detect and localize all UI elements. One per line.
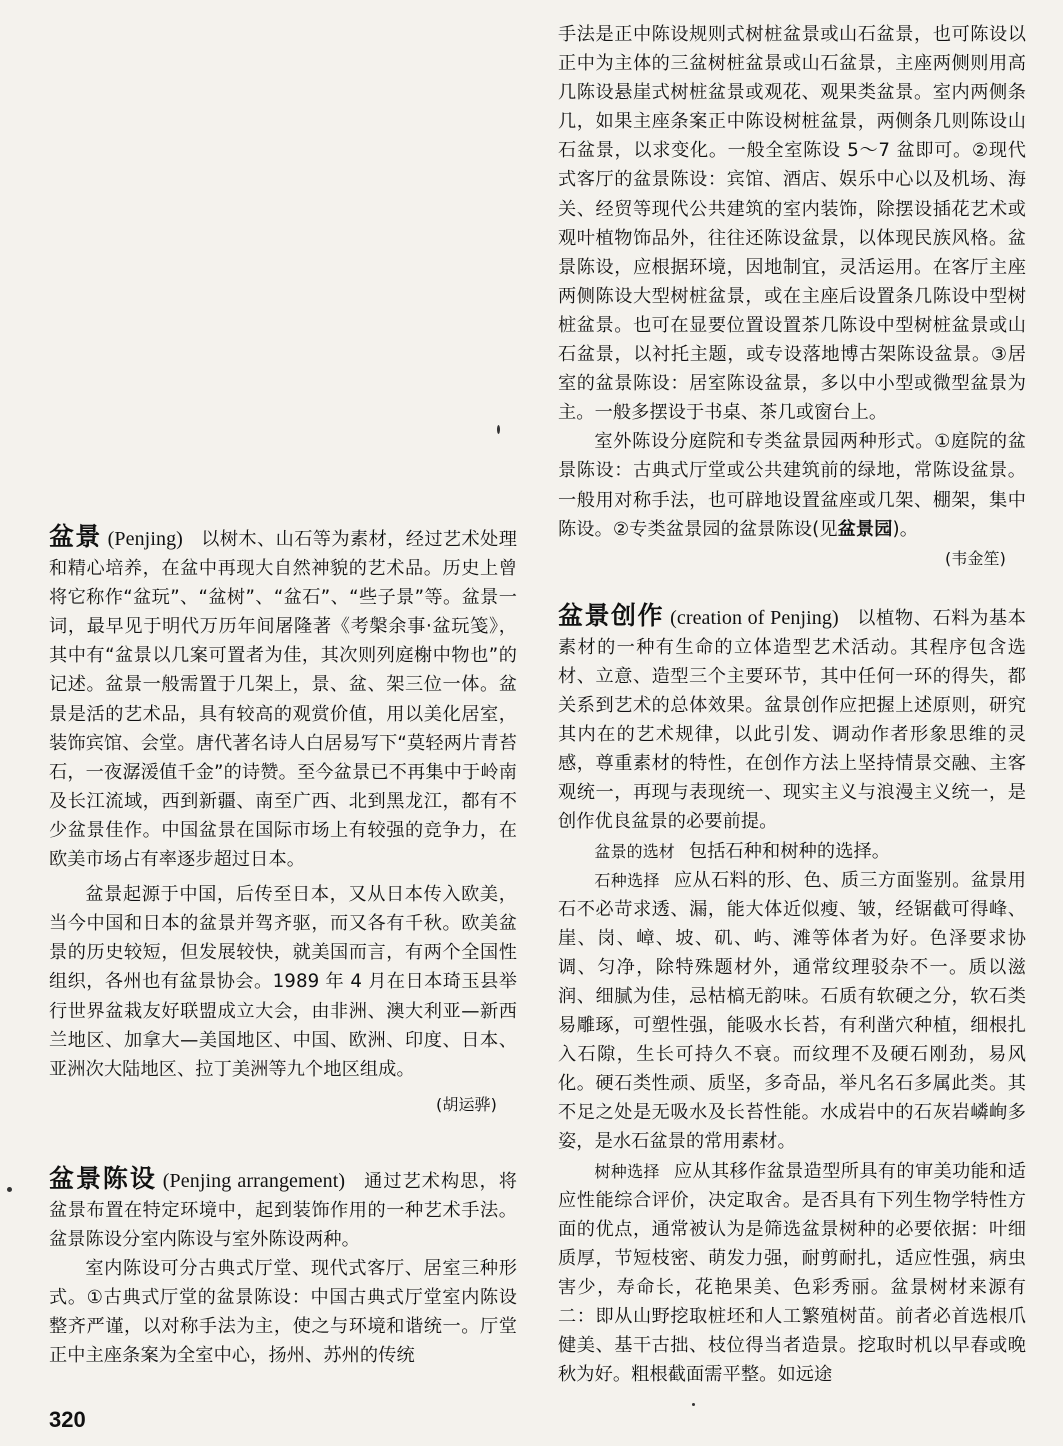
right-top-margin [558, 0, 1026, 20]
stone-selection-paragraph [558, 866, 1026, 1157]
creation-entry [558, 601, 1026, 837]
arrangement-continuation: 手法是正中陈设规则式树桩盆景或山石盆景，也可陈设以正中为主体的三盆树桩盆景或山石盆景，主座两侧则用高几陈设悬崖式树桩盆景或观花、观果类盆景。室内两侧条几，如果主座条案正中陈设树桩盆景，两侧条几则陈设山石盆景，以求变化。一般全室陈设 5～7 盆即可。②现代式客厅的盆景陈设：宾馆、酒店、娱乐中心以及机场、海关、经贸等现代公共建筑的室内装饰，除摆设插花艺术或观叶植物饰品外，往往还陈设盆景，以体现民族风格。盆景陈设，应根据环境，因地制宜，灵活运用。在客厅主座两侧陈设大型树桩盆景，或在主座后设置条几陈设中型树桩盆景。也可在显要位置设置茶几陈设中型树桩盆景或山石盆景，以衬托主题，或专设落地博古架陈设盆景。③居室的盆景陈设：居室陈设盆景，多以中小型或微型盆景为主。一般多摆设于书桌、茶几或窗台上。 [558, 24, 1026, 424]
tree-selection-label: 树种选择 [594, 1161, 660, 1181]
scan-speck [7, 1187, 12, 1192]
arrangement-outdoor-paragraph [558, 427, 1026, 543]
creation-headword: 盆景创作 [558, 600, 665, 630]
arrangement-english-term: (Penjing arrangement) [162, 1169, 346, 1192]
penjing-entry [49, 522, 517, 874]
entry-spacer [558, 573, 1026, 601]
selection-label: 盆景的选材 [594, 841, 675, 861]
creation-paragraph-1: 以植物、石料为基本素材的一种有生命的立体造型艺术活动。其程序包含选材、立意、造型三个主要环节，其中任何一环的得失，都关系到艺术的总体效果。盆景创作应把握上述原则，研究其内在的艺术规律，以此引发、调动作者形象思维的灵感，尊重素材的特性，在创作方法上坚持情景交融、主客观统一，再现与表现统一、现实主义与浪漫主义统一，是创作优良盆景的必要前提。 [558, 607, 1026, 833]
cross-reference-penjing-garden: 盆景园 [837, 518, 893, 540]
blank-top-area [49, 0, 517, 522]
stone-selection-text: 应从石料的形、色、质三方面鉴别。盆景用石不必苛求透、漏，能大体近似瘦、皱，经锯截可得峰、崖、岗、嶂、坡、矶、屿、滩等体者为好。色泽要求协调、匀净，除特殊题材外，通常纹理驳杂不一。质以滋润、细腻为佳，忌枯槁无韵味。石质有软硬之分，软石类易雕琢，可塑性强，能吸水长苔，有利凿穴种植，细根扎入石隙，生长可持久不衰。而纹理不及硬石刚劲，易风化。硬石类性顽、质坚，多奇品，举凡名石多属此类。其不足之处是无吸水及长苔性能。水成岩中的石灰岩嶙峋多姿，是水石盆景的常用素材。 [558, 869, 1026, 1153]
penjing-english-term: (Penjing) [107, 528, 183, 550]
arrangement-entry [49, 1164, 517, 1254]
outdoor-text-before: 室外陈设分庭院和专类盆景园两种形式。①庭院的盆景陈设：古典式厅堂或公共建筑前的绿地，常陈设盆景。一般用对称手法，也可辟地设置盆座或几架、棚架，集中陈设。②专类盆景园的盆景陈设(见 [558, 431, 1026, 540]
creation-english-term: (creation of Penjing) [670, 606, 839, 629]
left-column [49, 0, 517, 1371]
page-number: 320 [49, 1407, 86, 1432]
arrangement-author: (韦金笙) [945, 548, 1006, 568]
outdoor-text-after: )。 [892, 518, 918, 540]
selection-paragraph [558, 837, 1026, 866]
scan-speck [692, 1403, 695, 1406]
selection-text: 包括石种和树种的选择。 [688, 840, 891, 862]
penjing-author: (胡运骅) [436, 1094, 497, 1114]
stone-selection-label: 石种选择 [594, 870, 660, 890]
arrangement-paragraph-1: 通过艺术构思，将盆景布置在特定环境中，起到装饰作用的一种艺术手法。盆景陈设分室内陈设与室外陈设两种。 [49, 1170, 517, 1251]
tree-selection-paragraph [558, 1157, 1026, 1390]
penjing-headword: 盆景 [49, 522, 102, 551]
entry-spacer [49, 1119, 517, 1164]
arrangement-headword: 盆景陈设 [49, 1163, 157, 1193]
penjing-paragraph-1: 以树木、山石等为素材，经过艺术处理和精心培养，在盆中再现大自然神貌的艺术品。历史上曾将它称作“盆玩”、“盆树”、“盆石”、“些子景”等。盆景一词，最早见于明代万历年间屠隆著《考槃余事·盆玩笺》，其中有“盆景以几案可置者为佳，其次则列庭榭中物也”的记述。盆景一般需置于几架上，景、盆、架三位一体。盆景是活的艺术品，具有较高的观赏价值，用以美化居室，装饰宾馆、会堂。唐代著名诗人白居易写下“莫轻两片青苔石，一夜潺湲值千金”的诗赞。至今盆景已不再集中于岭南及长江流域，西到新疆、南至广西、北到黑龙江，都有不少盆景佳作。中国盆景在国际市场上有较强的竞争力，在欧美市场占有率逐步超过日本。 [49, 529, 517, 871]
scan-speck [497, 425, 500, 434]
right-column [558, 0, 1026, 1389]
penjing-paragraph-2: 盆景起源于中国，后传至日本，又从日本传入欧美，当今中国和日本的盆景并驾齐驱，而又各有千秋。欧美盆景的历史较短，但发展较快，就美国而言，有两个全国性组织，各州也有盆景协会。1989 年 4 月在日本琦玉县举行世界盆栽友好联盟成立大会，由非洲、澳大利亚—新西兰地区、加拿大—美国地区、中国、欧洲、印度、日本、亚洲次大陆地区、拉丁美洲等九个地区组成。 [49, 884, 517, 1080]
tree-selection-text: 应从其移作盆景造型所具有的审美功能和适应性能综合评价，决定取舍。是否具有下列生物学特性方面的优点，通常被认为是筛选盆景树种的必要依据：叶细质厚，节短枝密、萌发力强，耐剪耐扎，适应性强，病虫害少，寿命长，花艳果美、色彩秀丽。盆景树材来源有二：即从山野挖取桩坯和人工繁殖树苗。前者必首选根爪健美、基干古拙、枝位得当者造景。挖取时机以早春或晚秋为好。粗根截面需平整。如远途 [558, 1160, 1026, 1386]
arrangement-paragraph-2: 室内陈设可分古典式厅堂、现代式客厅、居室三种形式。①古典式厅堂的盆景陈设：中国古典式厅堂室内陈设整齐严谨，以对称手法为主，使之与环境和谐统一。厅堂正中主座条案为全室中心，扬州、苏州的传统 [49, 1258, 517, 1367]
